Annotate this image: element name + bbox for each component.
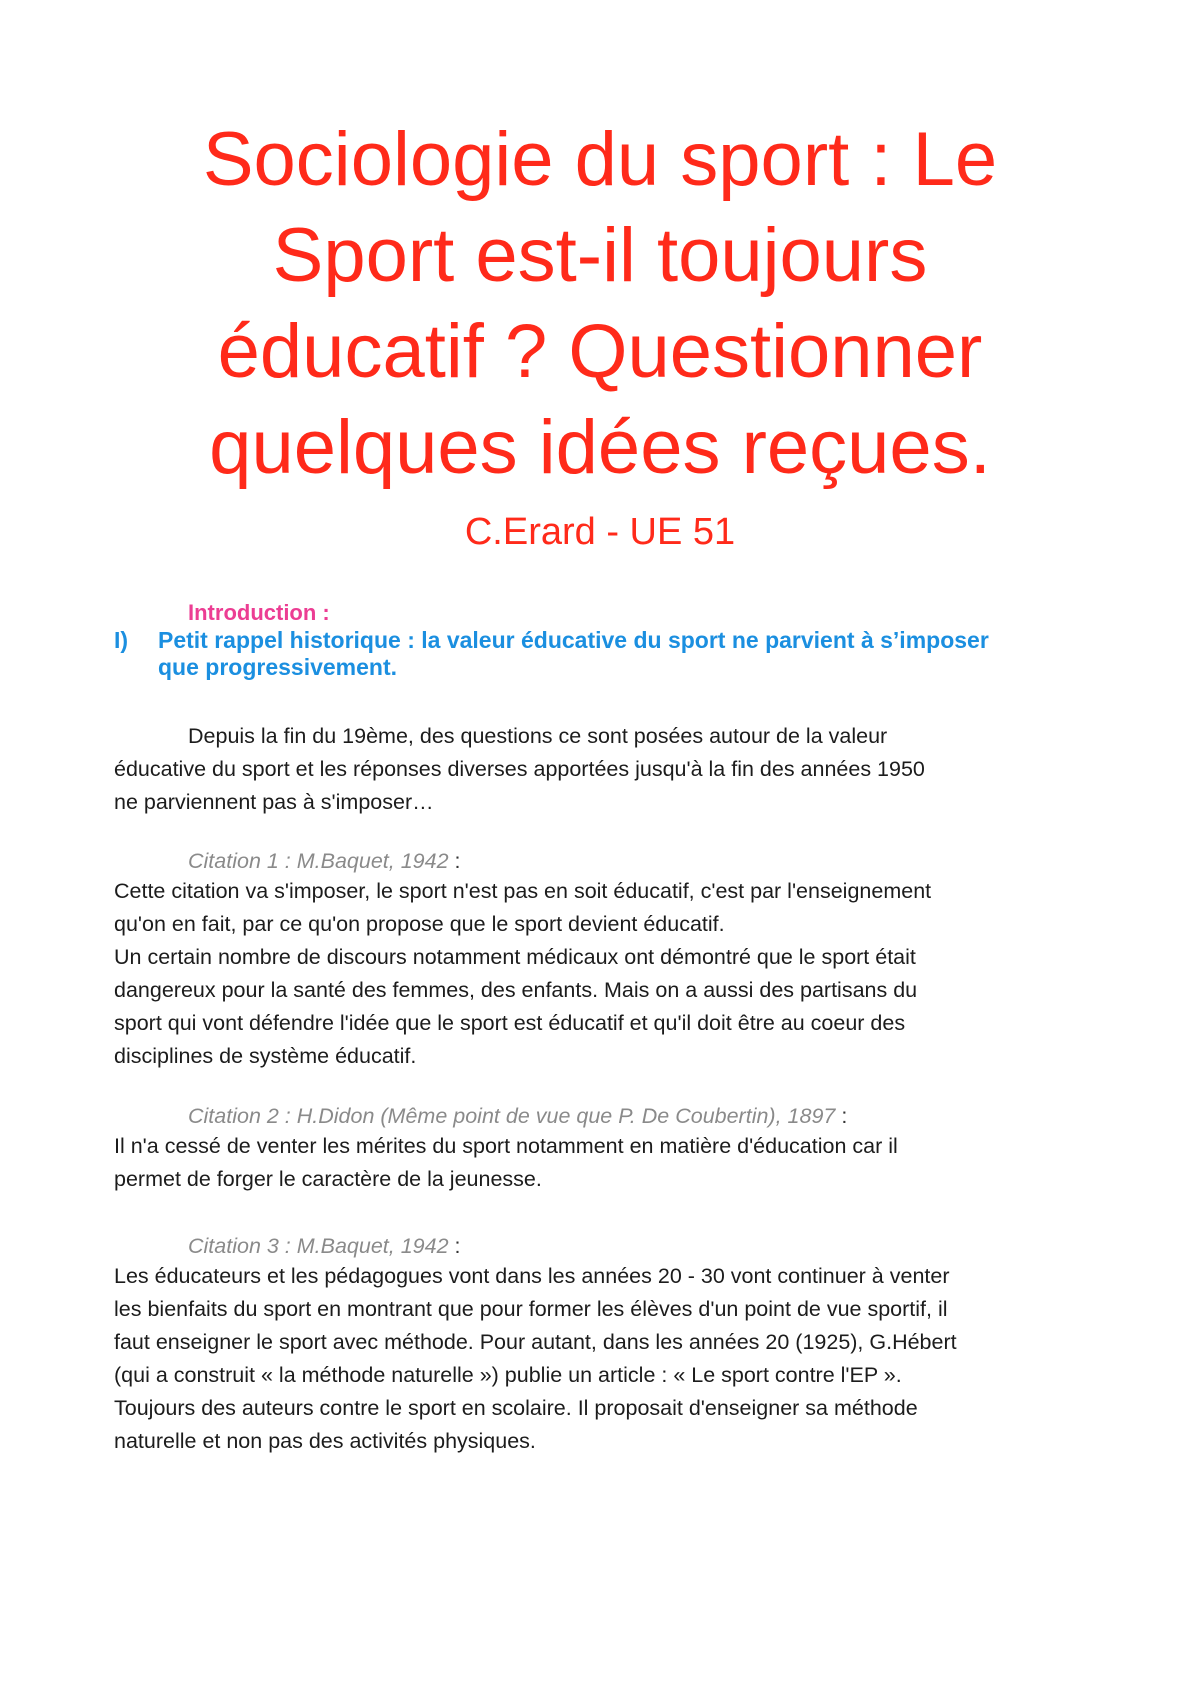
- citation-3-heading: [188, 1233, 461, 1259]
- paragraph-line: Il n'a cessé de venter les mérites du sport notamment en matière d'éducation car il: [114, 1134, 898, 1158]
- paragraph-line: faut enseigner le sport avec méthode. Pour autant, dans les années 20 (1925), G.Hébert: [114, 1330, 957, 1354]
- section-title-line: que progressivement.: [158, 654, 398, 680]
- citation-3-body: [114, 1260, 1054, 1458]
- paragraph-line: ne parviennent pas à s'imposer…: [114, 790, 434, 814]
- paragraph-line: permet de forger le caractère de la jeunesse.: [114, 1167, 542, 1191]
- citation-colon: :: [448, 1234, 461, 1258]
- title-line: quelques idées reçues.: [209, 405, 991, 490]
- citation-1-heading: [188, 848, 461, 874]
- section-title-line: Petit rappel historique : la valeur éducative du sport ne parvient à s’imposer: [158, 627, 989, 653]
- section-title: [158, 627, 1076, 681]
- citation-label: Citation 3 : M.Baquet, 1942: [188, 1234, 449, 1258]
- paragraph-line: dangereux pour la santé des femmes, des enfants. Mais on a aussi des partisans du: [114, 978, 918, 1002]
- title-line: Sport est-il toujours: [272, 213, 928, 298]
- author-line: C.Erard - UE 51: [464, 511, 736, 553]
- citation-1-body: [114, 875, 1054, 1073]
- citation-colon: :: [448, 849, 461, 873]
- paragraph-line: disciplines de système éducatif.: [114, 1044, 417, 1068]
- paragraph-line: (qui a construit « la méthode naturelle ») publie un article : « Le sport contre l'EP ».: [114, 1363, 902, 1387]
- paragraph-line: sport qui vont défendre l'idée que le sport est éducatif et qu'il doit être au coeur des: [114, 1011, 906, 1035]
- citation-2-heading: [188, 1103, 847, 1129]
- section-number: I): [114, 627, 129, 653]
- citation-2-body: [114, 1130, 1054, 1196]
- intro-heading: Introduction :: [188, 600, 330, 625]
- paragraph-line: Depuis la fin du 19ème, des questions ce sont posées autour de la valeur: [188, 724, 888, 748]
- document-title: [100, 112, 1100, 496]
- paragraph-line: Les éducateurs et les pédagogues vont dans les années 20 - 30 vont continuer à venter: [114, 1264, 950, 1288]
- title-line: Sociologie du sport : Le: [202, 117, 998, 202]
- citation-label: Citation 2 : H.Didon (Même point de vue que P. De Coubertin), 1897: [188, 1104, 836, 1128]
- paragraph-line: éducative du sport et les réponses diverses apportées jusqu'à la fin des années 1950: [114, 757, 925, 781]
- paragraph-line: naturelle et non pas des activités physiques.: [114, 1429, 536, 1453]
- paragraph-intro: [114, 720, 1054, 819]
- paragraph-line: Cette citation va s'imposer, le sport n'est pas en soit éducatif, c'est par l'enseignement: [114, 879, 932, 903]
- paragraph-line: Toujours des auteurs contre le sport en scolaire. Il proposait d'enseigner sa méthode: [114, 1396, 918, 1420]
- title-line: éducatif ? Questionner: [217, 309, 983, 394]
- paragraph-line: qu'on en fait, par ce qu'on propose que le sport devient éducatif.: [114, 912, 725, 936]
- citation-label: Citation 1 : M.Baquet, 1942: [188, 849, 449, 873]
- paragraph-line: Un certain nombre de discours notamment médicaux ont démontré que le sport était: [114, 945, 916, 969]
- citation-colon: :: [835, 1104, 848, 1128]
- paragraph-line: les bienfaits du sport en montrant que pour former les élèves d'un point de vue sportif, il: [114, 1297, 948, 1321]
